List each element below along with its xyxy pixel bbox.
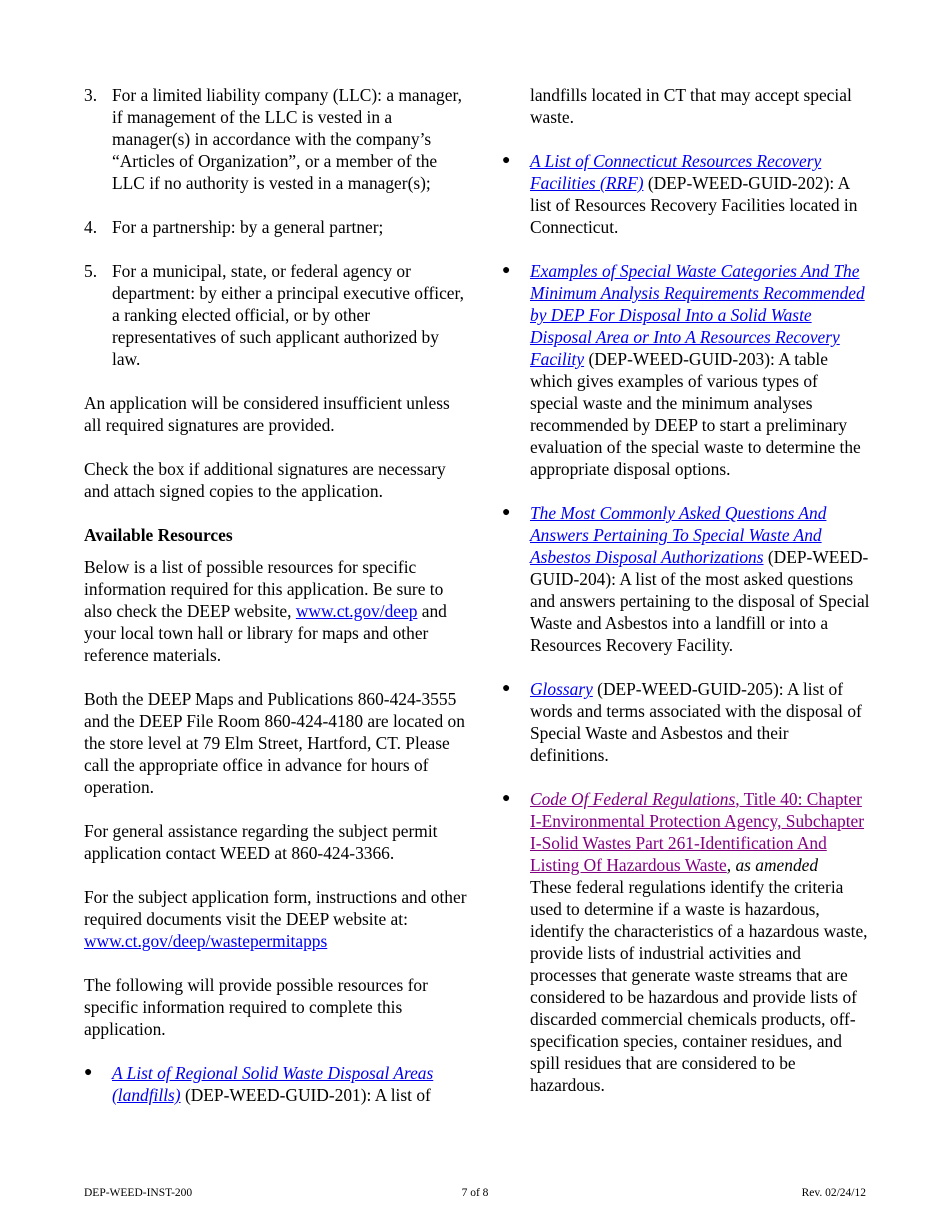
bullet-icon: ● bbox=[84, 1065, 93, 1080]
item-text: For a partnership: by a general partner; bbox=[112, 217, 384, 237]
cfr-after: , as amended bbox=[726, 855, 819, 875]
resources-intro-paragraph bbox=[84, 556, 469, 666]
bullet-text bbox=[530, 788, 870, 876]
resource-bullet-205 bbox=[502, 678, 870, 766]
bullet-icon: ● bbox=[502, 505, 511, 520]
bullet-text bbox=[530, 502, 870, 656]
resource-bullet-203 bbox=[502, 260, 870, 480]
faq-link[interactable]: The Most Commonly Asked Questions And Answers Pertaining To Special Waste And Asbestos Disposal Authorizations bbox=[530, 503, 827, 567]
deep-website-link[interactable]: www.ct.gov/deep bbox=[295, 601, 418, 621]
checkbox-paragraph: Check the box if additional signatures are necessary and attach signed copies to the application. bbox=[84, 459, 446, 501]
item-number: 4. bbox=[84, 217, 98, 237]
cfr-link-rest: , Title 40: Chapter I-Environmental Protection Agency, Subchapter I-Solid Wastes Part 261-Identification And Listing Of Hazardous Waste bbox=[530, 789, 865, 875]
resource-bullet-201 bbox=[84, 1062, 469, 1106]
bullet-description: (DEP-WEED-GUID-202): A list of Resources Recovery Facilities located in Connecticut. bbox=[530, 173, 858, 237]
rrf-list-link[interactable]: A List of Connecticut Resources Recovery Facilities (RRF) bbox=[530, 151, 822, 193]
item-number: 5. bbox=[84, 261, 98, 281]
bullet-text bbox=[530, 678, 870, 766]
forms-text: For the subject application form, instructions and other required documents visit the DEEP website at: bbox=[84, 887, 467, 929]
insufficient-paragraph: An application will be considered insufficient unless all required signatures are provided. bbox=[84, 393, 450, 435]
following-paragraph: The following will provide possible resources for specific information required to complete this application. bbox=[84, 975, 428, 1039]
cfr-link-italic: Code Of Federal Regulations bbox=[530, 789, 736, 809]
special-waste-examples-link[interactable]: Examples of Special Waste Categories And The Minimum Analysis Requirements Recommended by DEP For Disposal Into a Solid Waste Disposal Area or Into A Resources Recovery Facility bbox=[530, 261, 865, 369]
wastepermitapps-link[interactable]: www.ct.gov/deep/wastepermitapps bbox=[84, 931, 328, 951]
numbered-item-5 bbox=[84, 260, 469, 370]
bullet-description: (DEP-WEED-GUID-201): A list of bbox=[180, 1085, 431, 1105]
resource-bullet-202 bbox=[502, 150, 870, 238]
maps-paragraph: Both the DEEP Maps and Publications 860-424-3555 and the DEEP File Room 860-424-4180 are located on the store level at 79 Elm Street, Hartford, CT. Please call the appropriate office in advance for hours of operation. bbox=[84, 689, 465, 797]
bullet-text bbox=[530, 150, 870, 238]
regional-landfills-link[interactable]: A List of Regional Solid Waste Disposal Areas (landfills) bbox=[112, 1063, 434, 1105]
bullet-icon: ● bbox=[502, 681, 511, 696]
item-text: For a limited liability company (LLC): a manager, if management of the LLC is vested in a manager(s) in accordance with the company’s “Articles of Organization”, or a member of the LLC if no authority is vested in a manager(s); bbox=[112, 85, 462, 193]
resource-bullet-cfr bbox=[502, 788, 870, 1096]
bullet-icon: ● bbox=[502, 791, 511, 806]
footer-doc-id: DEP-WEED-INST-200 bbox=[84, 1187, 193, 1199]
resources-intro-text: Below is a list of possible resources for specific information required for this application. Be sure to also check the DEEP website, bbox=[84, 557, 444, 621]
bullet-icon: ● bbox=[502, 263, 511, 278]
bullet-text bbox=[112, 1062, 469, 1106]
left-column bbox=[84, 84, 469, 1128]
resources-intro-text-after: and your local town hall or library for maps and other reference materials. bbox=[84, 601, 447, 665]
bullet-text bbox=[530, 260, 870, 480]
right-column bbox=[502, 84, 870, 1118]
continuation-paragraph: landfills located in CT that may accept special waste. bbox=[530, 85, 852, 127]
item-number: 3. bbox=[84, 85, 98, 105]
glossary-link[interactable]: Glossary bbox=[530, 679, 593, 699]
item-text: For a municipal, state, or federal agency or department: by either a principal executive officer, a ranking elected official, or by other representatives of such applicant authorized by law. bbox=[112, 261, 464, 369]
resource-bullet-204 bbox=[502, 502, 870, 656]
assistance-paragraph: For general assistance regarding the subject permit application contact WEED at 860-424-3366. bbox=[84, 821, 438, 863]
bullet-description: (DEP-WEED-GUID-203): A table which gives examples of various types of special waste and the minimum analyses recommended by DEEP to start a preliminary evaluation of the special waste to determine the appropriate disposal options. bbox=[530, 349, 861, 479]
available-resources-heading: Available Resources bbox=[84, 525, 233, 545]
numbered-item-3 bbox=[84, 84, 469, 194]
cfr-description: These federal regulations identify the criteria used to determine if a waste is hazardous, identify the characteristics of a hazardous waste, provide lists of industrial activities and processes that generate waste streams that are considered to be hazardous and provide lists of discarded commercial chemicals products, off-specification species, container residues, and spill residues that are considered to be hazardous. bbox=[530, 877, 868, 1095]
forms-paragraph bbox=[84, 886, 469, 952]
bullet-description: (DEP-WEED-GUID-205): A list of words and terms associated with the disposal of Special Waste and Asbestos and their definitions. bbox=[530, 679, 862, 765]
footer-revision: Rev. 02/24/12 bbox=[801, 1187, 866, 1199]
footer-page-number: 7 of 8 bbox=[461, 1187, 489, 1199]
bullet-icon: ● bbox=[502, 153, 511, 168]
numbered-item-4 bbox=[84, 216, 469, 238]
bullet-description: (DEP-WEED-GUID-204): A list of the most asked questions and answers pertaining to the disposal of Special Waste and Asbestos into a landfill or into a Resources Recovery Facility. bbox=[530, 547, 870, 655]
